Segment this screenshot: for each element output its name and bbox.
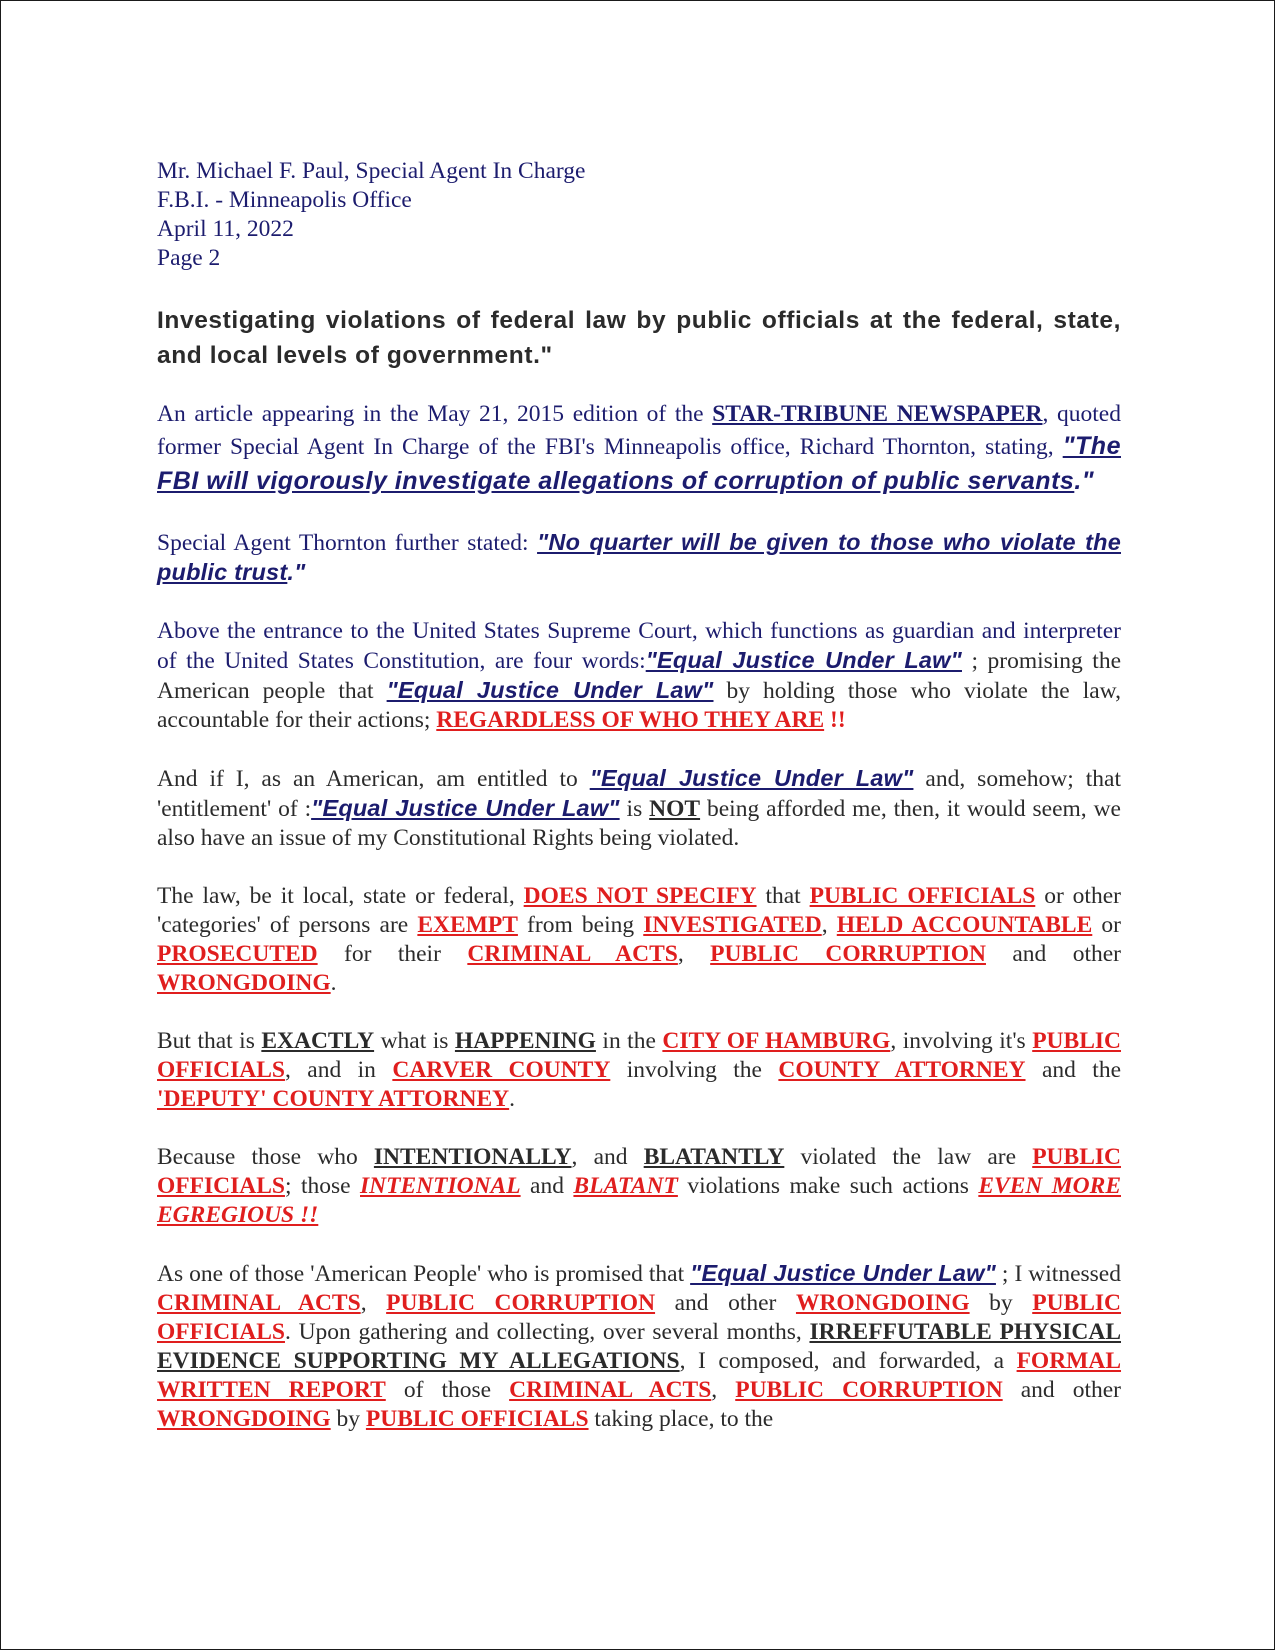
equal-justice-quote: "Equal Justice Under Law" — [589, 765, 914, 791]
emphasis-red: CRIMINAL ACTS — [157, 1290, 361, 1316]
text: what is — [374, 1028, 455, 1054]
text: being afforded me, then, it would seem, we also have an issue of my Constitutional Rights being violated. — [157, 796, 1121, 851]
date-line: April 11, 2022 — [157, 216, 294, 242]
text: But that is — [157, 1028, 262, 1054]
equal-justice-quote: "Equal Justice Under Law" — [645, 647, 962, 673]
text: in the — [595, 1028, 663, 1054]
text: , — [360, 1290, 387, 1316]
text: involving the — [610, 1057, 779, 1083]
paragraph-star-tribune — [157, 400, 1121, 499]
emphasis-red: CRIMINAL ACTS — [509, 1377, 712, 1403]
emphasis-red: CITY OF HAMBURG — [662, 1028, 891, 1054]
emphasis-not: NOT — [649, 796, 701, 822]
emphasis-red-italic: INTENTIONAL — [360, 1173, 521, 1199]
text: , and in — [284, 1057, 393, 1083]
text: violated the law are — [784, 1144, 1033, 1170]
text: Because those who — [157, 1144, 374, 1170]
text: The law, be it local, state or federal, — [157, 883, 524, 909]
text: and, somehow; that 'entitlement' of : — [157, 766, 1121, 822]
emphasis-red: PUBLIC OFFICIALS — [809, 883, 1036, 909]
text: by — [969, 1290, 1033, 1316]
emphasis-red: PUBLIC CORRUPTION — [386, 1290, 656, 1316]
text: or other 'categories' of persons are — [157, 883, 1121, 938]
text: An article appearing in the May 21, 2015 edition of the — [157, 401, 713, 427]
text: , — [821, 912, 837, 938]
paragraph-law — [157, 882, 1121, 998]
text: ; those — [284, 1173, 360, 1199]
emphasis-red: CARVER COUNTY — [392, 1057, 611, 1083]
emphasis-red: PUBLIC OFFICIALS — [157, 1028, 1121, 1083]
text: . — [330, 970, 337, 996]
office-line: F.B.I. - Minneapolis Office — [157, 187, 412, 213]
emphasis-red: WRONGDOING — [157, 1406, 331, 1432]
paragraph-supreme-court — [157, 617, 1121, 735]
no-quarter-quote: "No quarter will be given to those who violate the public trust — [157, 529, 1121, 585]
text: by holding those who violate the law, accountable for their actions; — [157, 678, 1121, 733]
text: , and — [571, 1144, 644, 1170]
emphasis-dark: IRREFFUTABLE PHYSICAL EVIDENCE SUPPORTING MY ALLEGATIONS — [157, 1319, 1121, 1374]
recipient-line: Mr. Michael F. Paul, Special Agent In Charge — [157, 158, 586, 184]
paragraph-intentionally — [157, 1143, 1121, 1230]
emphasis-red: REGARDLESS OF WHO THEY ARE — [436, 707, 825, 733]
text: violations make such actions — [677, 1173, 979, 1199]
letter-body — [157, 157, 1121, 1434]
text: ; I witnessed — [995, 1261, 1121, 1287]
text: , I composed, and forwarded, a — [679, 1348, 1017, 1374]
text: . Upon gathering and collecting, over several months, — [284, 1319, 810, 1345]
text: and the — [1025, 1057, 1122, 1083]
emphasis-red: PUBLIC CORRUPTION — [710, 941, 986, 967]
emphasis-dark: BLATANTLY — [643, 1144, 785, 1170]
emphasis-red-italic: BLATANT — [573, 1173, 678, 1199]
paragraph-report — [157, 1259, 1121, 1434]
quote-end: ." — [287, 559, 306, 585]
emphasis-dark: HAPPENING — [454, 1028, 596, 1054]
emphasis-red: PUBLIC CORRUPTION — [735, 1377, 1003, 1403]
text: and other — [1002, 1377, 1121, 1403]
text: that — [756, 883, 810, 909]
emphasis-red: DOES NOT SPECIFY — [523, 883, 757, 909]
emphasis-red: CRIMINAL ACTS — [467, 941, 678, 967]
emphasis-red: COUNTY ATTORNEY — [778, 1057, 1026, 1083]
emphasis-red: WRONGDOING — [795, 1290, 970, 1316]
emphasis-red: INVESTIGATED — [643, 912, 822, 938]
newspaper-name: STAR-TRIBUNE NEWSPAPER — [712, 401, 1043, 427]
emphasis-red: PUBLIC OFFICIALS — [365, 1406, 589, 1432]
emphasis-red: EXEMPT — [417, 912, 518, 938]
section-title: Investigating violations of federal law by public officials at the federal, state, and local levels of government." — [157, 307, 1121, 369]
emphasis-red: PUBLIC OFFICIALS — [157, 1290, 1122, 1345]
text: , — [711, 1377, 736, 1403]
emphasis-red: FORMAL WRITTEN REPORT — [157, 1348, 1122, 1403]
emphasis-red: PUBLIC OFFICIALS — [157, 1144, 1121, 1199]
emphasis-dark: INTENTIONALLY — [373, 1144, 572, 1170]
text: for their — [317, 941, 468, 967]
exclamation: !! — [824, 707, 846, 733]
thornton-quote: "The FBI will vigorously investigate allegations of corruption of public servants — [157, 432, 1121, 495]
text: , — [677, 941, 711, 967]
text: and other — [655, 1290, 796, 1316]
text: , involving it's — [890, 1028, 1033, 1054]
equal-justice-quote: "Equal Justice Under Law" — [690, 1260, 996, 1286]
text: And if I, as an American, am entitled to — [157, 766, 590, 792]
text: . — [509, 1086, 515, 1112]
text: by — [330, 1406, 366, 1432]
emphasis-red-italic: EVEN MORE EGREGIOUS !! — [157, 1173, 1121, 1228]
text: and — [520, 1173, 574, 1199]
text: of those — [385, 1377, 510, 1403]
text: Above the entrance to the United States Supreme Court, which functions as guardian and interpreter of the United States Constitution, are four words: — [157, 618, 1121, 674]
text: or — [1092, 912, 1122, 938]
paragraph-entitlement — [157, 764, 1121, 853]
emphasis-red: WRONGDOING — [157, 970, 331, 996]
text: ; promising the American people that — [157, 648, 1121, 704]
text: , quoted former Special Agent In Charge of the FBI's Minneapolis office, Richard Thornton, stating, — [157, 401, 1121, 460]
emphasis-dark: EXACTLY — [261, 1028, 375, 1054]
text: is — [619, 796, 650, 822]
text: and other — [985, 941, 1122, 967]
text: Special Agent Thornton further stated: — [157, 530, 538, 556]
emphasis-red: PROSECUTED — [157, 941, 318, 967]
equal-justice-quote: "Equal Justice Under Law" — [386, 677, 714, 703]
quote-end: ." — [1074, 467, 1095, 495]
paragraph-no-quarter — [157, 528, 1121, 588]
text: taking place, to the — [588, 1406, 774, 1432]
text: As one of those 'American People' who is promised that — [157, 1261, 691, 1287]
equal-justice-quote: "Equal Justice Under Law" — [311, 795, 620, 821]
paragraph-hamburg — [157, 1027, 1121, 1114]
emphasis-red: HELD ACCOUNTABLE — [836, 912, 1093, 938]
emphasis-red: 'DEPUTY' COUNTY ATTORNEY — [157, 1086, 510, 1112]
text: from being — [517, 912, 644, 938]
letter-header — [157, 157, 1121, 273]
page-number: Page 2 — [157, 245, 221, 271]
